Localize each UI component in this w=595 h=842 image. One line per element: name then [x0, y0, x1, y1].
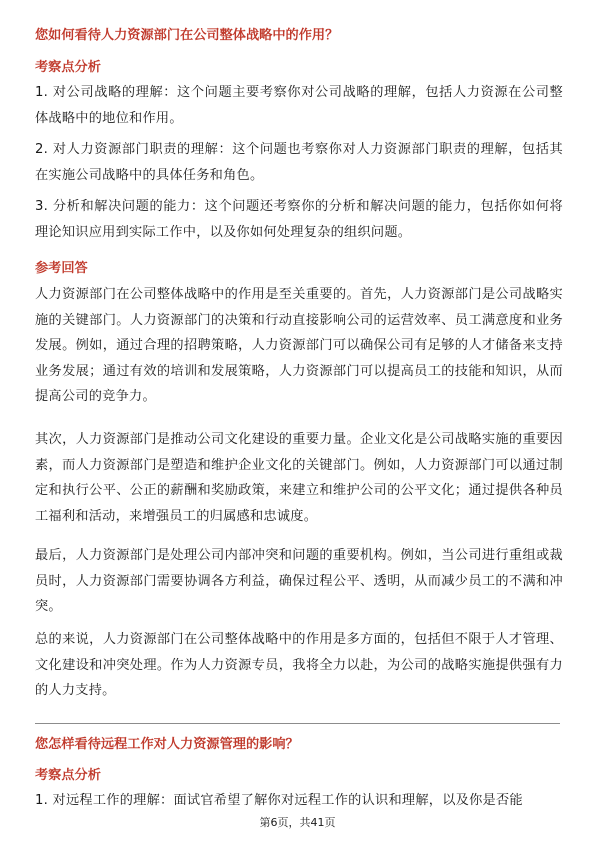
answer-paragraph: 其次，人力资源部门是推动公司文化建设的重要力量。企业文化是公司战略实施的重要因素，而人力资源部门是塑造和维护企业文化的关键部门。例如，人力资源部门可以通过制定和执行公平、公正的薪酬和奖励政策，来建立和维护公司的公平文化；通过提供各种员工福利和活动，来增强员工的归属感和忠诚度。	[35, 432, 563, 524]
analysis-heading: 考察点分析	[35, 768, 101, 783]
analysis-item: 1. 对公司战略的理解：这个问题主要考察你对公司战略的理解，包括人力资源在公司整体战略中的地位和作用。	[35, 85, 563, 126]
analysis-item: 1. 对远程工作的理解：面试官希望了解你对远程工作的认识和理解，以及你是否能	[35, 793, 523, 808]
answer-heading: 参考回答	[35, 261, 88, 276]
answer-paragraph: 最后，人力资源部门是处理公司内部冲突和问题的重要机构。例如，当公司进行重组或裁员时，人力资源部门需要协调各方利益，确保过程公平、透明，从而减少员工的不满和冲突。	[35, 548, 563, 614]
analysis-item: 3. 分析和解决问题的能力：这个问题还考察你的分析和解决问题的能力，包括你如何将理论知识应用到实际工作中，以及你如何处理复杂的组织问题。	[35, 199, 563, 240]
page-number: 第6页，共41页	[259, 816, 336, 829]
answer-paragraph: 总的来说，人力资源部门在公司整体战略中的作用是多方面的，包括但不限于人才管理、文化建设和冲突处理。作为人力资源专员，我将全力以赴，为公司的战略实施提供强有力的人力支持。	[35, 632, 563, 698]
analysis-item: 2. 对人力资源部门职责的理解：这个问题也考察你对人力资源部门职责的理解，包括其在实施公司战略中的具体任务和角色。	[35, 142, 563, 183]
answer-paragraph: 人力资源部门在公司整体战略中的作用是至关重要的。首先，人力资源部门是公司战略实施的关键部门。人力资源部门的决策和行动直接影响公司的运营效率、员工满意度和业务发展。例如，通过合理的招聘策略，人力资源部门可以确保公司有足够的人才储备来支持业务发展；通过有效的培训和发展策略，人力资源部门可以提高员工的技能和知识，从而提高公司的竞争力。	[35, 287, 563, 404]
analysis-heading: 考察点分析	[35, 60, 101, 75]
question-title: 您如何看待人力资源部门在公司整体战略中的作用？	[35, 28, 339, 43]
question-title: 您怎样看待远程工作对人力资源管理的影响？	[35, 737, 299, 752]
section-divider	[35, 723, 560, 724]
